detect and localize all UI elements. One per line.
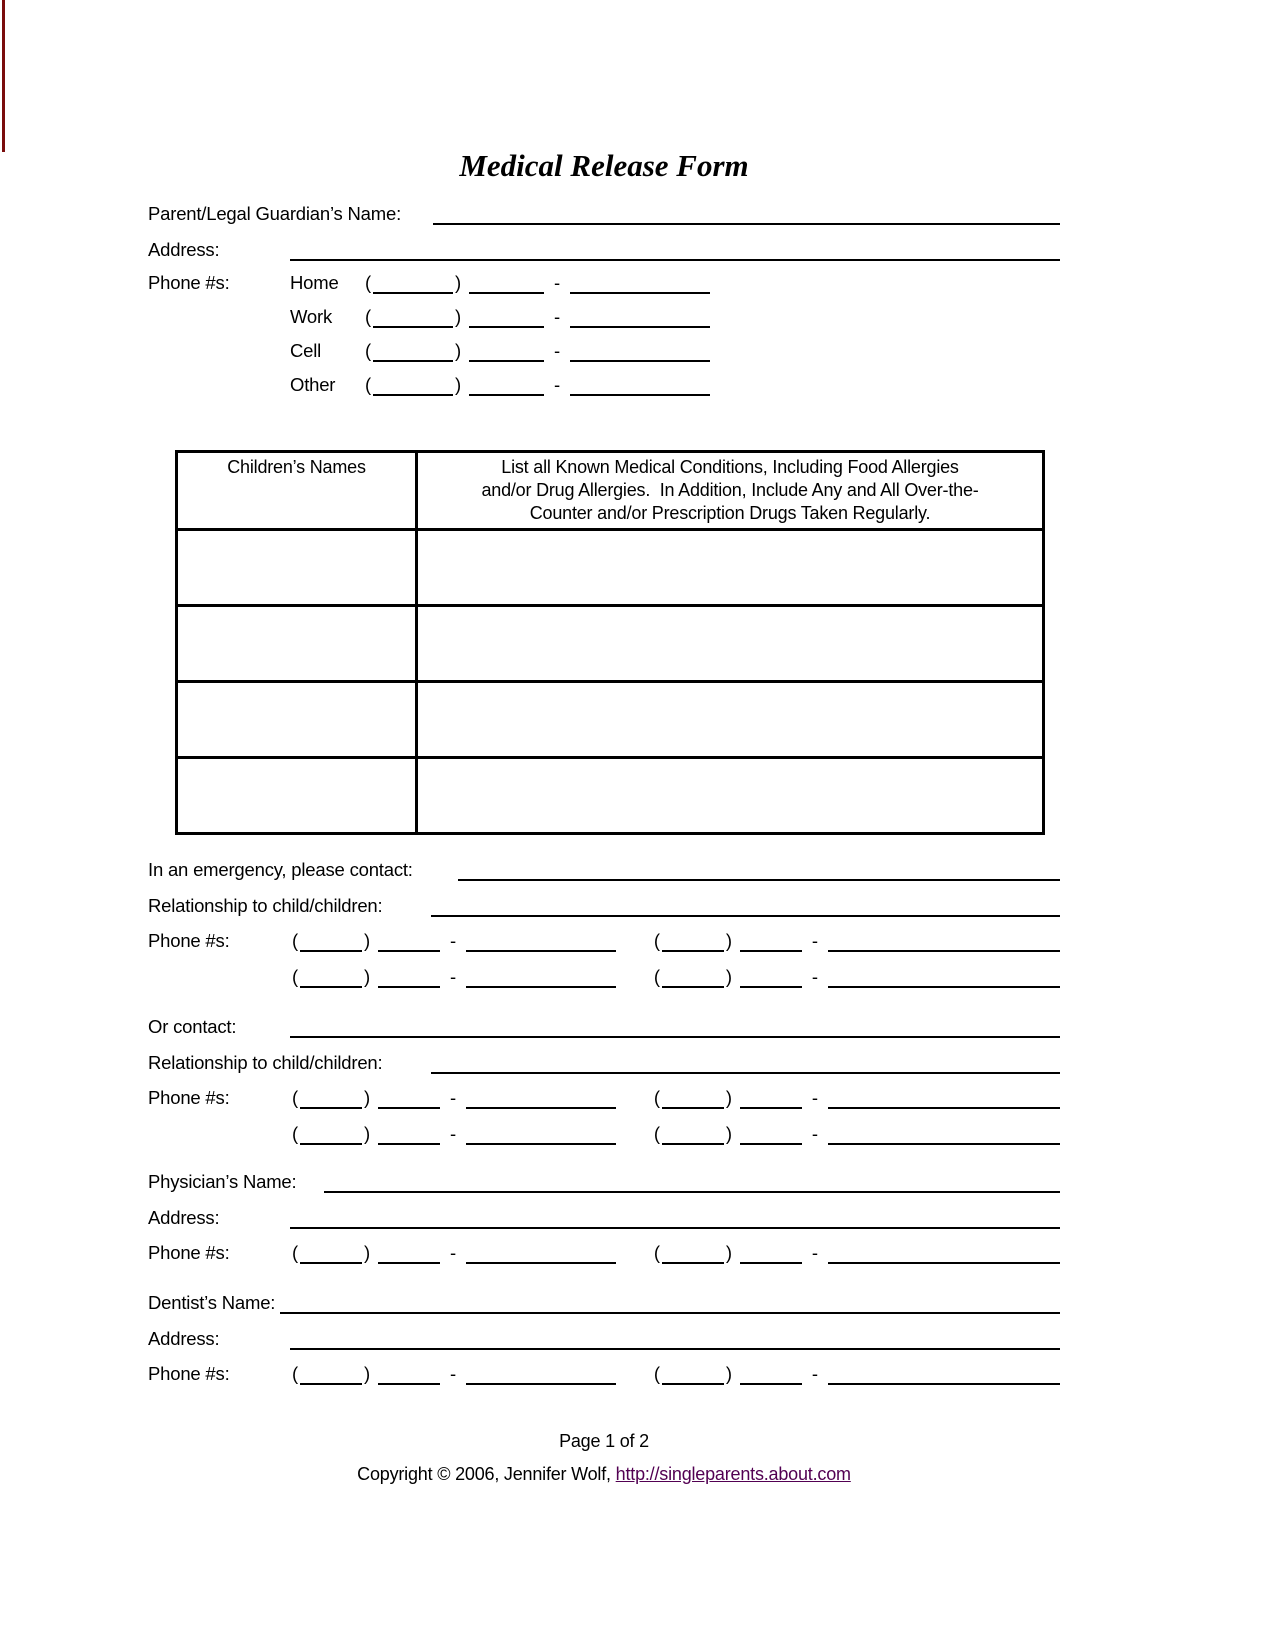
close-paren: ) <box>363 1087 370 1108</box>
open-paren: ( <box>653 1363 660 1384</box>
dentist-name-label: Dentist’s Name: <box>148 1292 276 1313</box>
number-blank-line <box>466 1122 616 1145</box>
close-paren: ) <box>725 930 732 951</box>
phone-blank-group <box>652 965 1060 988</box>
prefix-blank-line <box>378 965 440 988</box>
prefix-blank-line <box>740 1122 802 1145</box>
alternate-contact-label: Or contact: <box>148 1016 237 1037</box>
phone-blank-group <box>652 1241 1060 1264</box>
close-paren: ) <box>363 1242 370 1263</box>
phone-type-label: Home <box>290 272 339 293</box>
area-code-blank-line <box>373 339 453 362</box>
number-blank-line <box>828 929 1060 952</box>
number-blank-line <box>828 965 1060 988</box>
prefix-blank-line <box>378 1241 440 1264</box>
prefix-blank-line <box>469 373 544 396</box>
table-row <box>177 758 1044 834</box>
area-code-blank-line <box>300 1362 362 1385</box>
prefix-blank-line <box>740 1362 802 1385</box>
open-paren: ( <box>365 374 371 395</box>
guardian-address-row <box>148 238 1060 261</box>
conditions-cell <box>417 530 1044 606</box>
copyright-link[interactable]: http://singleparents.about.com <box>615 1464 851 1484</box>
number-blank-line <box>570 373 710 396</box>
dentist-name-row <box>148 1291 1060 1314</box>
close-paren: ) <box>363 1363 370 1384</box>
phone-type-label: Other <box>290 374 336 395</box>
area-code-blank-line <box>662 965 724 988</box>
children-conditions-table <box>175 450 1045 835</box>
phone-dash: - <box>811 966 818 987</box>
header-line-3: Counter and/or Prescription Drugs Taken Regularly. <box>529 503 931 523</box>
number-blank-line <box>828 1241 1060 1264</box>
area-code-blank-line <box>662 1122 724 1145</box>
form-content <box>148 0 1060 1485</box>
physician-name-row <box>148 1170 1060 1193</box>
physician-name-label: Physician’s Name: <box>148 1171 297 1192</box>
phone-dash: - <box>811 1087 818 1108</box>
number-blank-line <box>570 305 710 328</box>
area-code-blank-line <box>300 965 362 988</box>
open-paren: ( <box>292 1242 298 1263</box>
number-blank-line <box>466 1241 616 1264</box>
number-blank-line <box>466 929 616 952</box>
relationship-label: Relationship to child/children: <box>148 1052 383 1073</box>
open-paren: ( <box>653 930 660 951</box>
phone-dash: - <box>449 1087 456 1108</box>
phone-blank-group <box>363 373 710 396</box>
phone-blank-group <box>363 305 710 328</box>
child-name-cell <box>177 606 417 682</box>
table-row <box>177 606 1044 682</box>
area-code-blank-line <box>662 1086 724 1109</box>
number-blank-line <box>828 1362 1060 1385</box>
close-paren: ) <box>725 1363 732 1384</box>
guardian-phone-row-cell <box>148 339 1060 362</box>
open-paren: ( <box>653 966 660 987</box>
dentist-name-blank-line <box>280 1291 1060 1314</box>
alternate-relationship-row <box>148 1051 1060 1074</box>
close-paren: ) <box>725 1242 732 1263</box>
phone-dash: - <box>811 1242 818 1263</box>
guardian-name-blank-line <box>433 202 1060 225</box>
prefix-blank-line <box>740 965 802 988</box>
phone-type-label: Work <box>290 306 333 327</box>
phone-dash: - <box>811 930 818 951</box>
emergency-relationship-row <box>148 894 1060 917</box>
physician-phones-label: Phone #s: <box>148 1242 230 1263</box>
conditions-cell <box>417 606 1044 682</box>
alternate-contact-row <box>148 1015 1060 1038</box>
open-paren: ( <box>292 1123 298 1144</box>
phone-dash: - <box>553 272 560 293</box>
area-code-blank-line <box>373 373 453 396</box>
area-code-blank-line <box>300 929 362 952</box>
table-row <box>177 530 1044 606</box>
close-paren: ) <box>363 966 370 987</box>
physician-address-blank-line <box>290 1206 1060 1229</box>
number-blank-line <box>828 1086 1060 1109</box>
close-paren: ) <box>454 340 461 361</box>
relationship-blank-line <box>431 1051 1060 1074</box>
phone-type-label: Cell <box>290 340 322 361</box>
children-names-header: Children’s Names <box>177 452 417 530</box>
emergency-phones-row-2 <box>148 965 1060 988</box>
emergency-contact-blank-line <box>458 858 1060 881</box>
dentist-address-blank-line <box>290 1327 1060 1350</box>
number-blank-line <box>466 1362 616 1385</box>
number-blank-line <box>570 339 710 362</box>
phone-dash: - <box>811 1363 818 1384</box>
guardian-address-label: Address: <box>148 239 220 260</box>
relationship-blank-line <box>431 894 1060 917</box>
alternate-contact-blank-line <box>290 1015 1060 1038</box>
area-code-blank-line <box>662 929 724 952</box>
area-code-blank-line <box>662 1362 724 1385</box>
phone-dash: - <box>811 1123 818 1144</box>
guardian-name-row <box>148 202 1060 225</box>
dentist-address-label: Address: <box>148 1328 220 1349</box>
conditions-cell <box>417 682 1044 758</box>
number-blank-line <box>466 1086 616 1109</box>
emergency-contact-label: In an emergency, please contact: <box>148 859 413 880</box>
phone-blank-group <box>290 929 616 952</box>
dentist-phones-label: Phone #s: <box>148 1363 230 1384</box>
header-line-1: List all Known Medical Conditions, Including Food Allergies <box>501 457 959 477</box>
open-paren: ( <box>365 340 371 361</box>
phone-dash: - <box>553 306 560 327</box>
close-paren: ) <box>363 930 370 951</box>
open-paren: ( <box>292 1363 298 1384</box>
dentist-address-row <box>148 1327 1060 1350</box>
phone-blank-group <box>652 1362 1060 1385</box>
physician-address-label: Address: <box>148 1207 220 1228</box>
open-paren: ( <box>292 1087 298 1108</box>
phone-blank-group <box>290 1122 616 1145</box>
area-code-blank-line <box>300 1241 362 1264</box>
dentist-phones-row <box>148 1362 1060 1385</box>
open-paren: ( <box>292 930 298 951</box>
guardian-address-blank-line <box>290 238 1060 261</box>
table-row <box>177 682 1044 758</box>
guardian-phone-row-home <box>148 271 1060 294</box>
open-paren: ( <box>365 272 371 293</box>
prefix-blank-line <box>740 1086 802 1109</box>
prefix-blank-line <box>469 305 544 328</box>
physician-name-blank-line <box>324 1170 1060 1193</box>
number-blank-line <box>570 271 710 294</box>
number-blank-line <box>828 1122 1060 1145</box>
open-paren: ( <box>292 966 298 987</box>
child-name-cell <box>177 682 417 758</box>
guardian-name-label: Parent/Legal Guardian’s Name: <box>148 203 402 224</box>
header-line-2: and/or Drug Allergies. In Addition, Include Any and All Over-the- <box>481 480 979 500</box>
area-code-blank-line <box>373 305 453 328</box>
phone-dash: - <box>449 1363 456 1384</box>
phone-dash: - <box>449 1123 456 1144</box>
prefix-blank-line <box>378 1086 440 1109</box>
close-paren: ) <box>363 1123 370 1144</box>
phone-dash: - <box>449 966 456 987</box>
open-paren: ( <box>653 1242 660 1263</box>
page-title: Medical Release Form <box>459 148 749 183</box>
area-code-blank-line <box>662 1241 724 1264</box>
phone-blank-group <box>363 271 710 294</box>
phone-dash: - <box>449 930 456 951</box>
phone-blank-group <box>290 1362 616 1385</box>
number-blank-line <box>466 965 616 988</box>
area-code-blank-line <box>373 271 453 294</box>
phone-blank-group <box>652 929 1060 952</box>
phone-blank-group <box>290 1241 616 1264</box>
emergency-phones-row-1 <box>148 929 1060 952</box>
physician-phones-row <box>148 1241 1060 1264</box>
phone-blank-group <box>290 965 616 988</box>
close-paren: ) <box>454 374 461 395</box>
area-code-blank-line <box>300 1086 362 1109</box>
phone-blank-group <box>290 1086 616 1109</box>
phone-dash: - <box>449 1242 456 1263</box>
phone-dash: - <box>553 374 560 395</box>
physician-address-row <box>148 1206 1060 1229</box>
open-paren: ( <box>653 1087 660 1108</box>
close-paren: ) <box>725 966 732 987</box>
close-paren: ) <box>725 1123 732 1144</box>
child-name-cell <box>177 758 417 834</box>
alternate-phones-row-2 <box>148 1122 1060 1145</box>
alternate-phones-row-1 <box>148 1086 1060 1109</box>
table-header-row <box>177 452 1044 530</box>
emergency-phones-label: Phone #s: <box>148 930 230 951</box>
left-edge-scan-mark <box>2 0 5 152</box>
guardian-phone-row-other <box>148 373 1060 396</box>
prefix-blank-line <box>469 271 544 294</box>
prefix-blank-line <box>378 1362 440 1385</box>
phone-blank-group <box>363 339 710 362</box>
alternate-phones-label: Phone #s: <box>148 1087 230 1108</box>
prefix-blank-line <box>740 1241 802 1264</box>
medical-conditions-header <box>417 452 1044 530</box>
close-paren: ) <box>454 272 461 293</box>
close-paren: ) <box>725 1087 732 1108</box>
close-paren: ) <box>454 306 461 327</box>
prefix-blank-line <box>469 339 544 362</box>
prefix-blank-line <box>378 929 440 952</box>
open-paren: ( <box>653 1123 660 1144</box>
phone-dash: - <box>553 340 560 361</box>
copyright-line <box>148 1464 1060 1485</box>
area-code-blank-line <box>300 1122 362 1145</box>
prefix-blank-line <box>378 1122 440 1145</box>
copyright-text: Copyright © 2006, Jennifer Wolf, <box>357 1464 611 1484</box>
phone-blank-group <box>652 1122 1060 1145</box>
emergency-contact-row <box>148 858 1060 881</box>
page-indicator: Page 1 of 2 <box>559 1431 649 1451</box>
relationship-label: Relationship to child/children: <box>148 895 383 916</box>
open-paren: ( <box>365 306 371 327</box>
guardian-phone-row-work <box>148 305 1060 328</box>
guardian-phones-label: Phone #s: <box>148 272 230 293</box>
conditions-cell <box>417 758 1044 834</box>
prefix-blank-line <box>740 929 802 952</box>
child-name-cell <box>177 530 417 606</box>
phone-blank-group <box>652 1086 1060 1109</box>
